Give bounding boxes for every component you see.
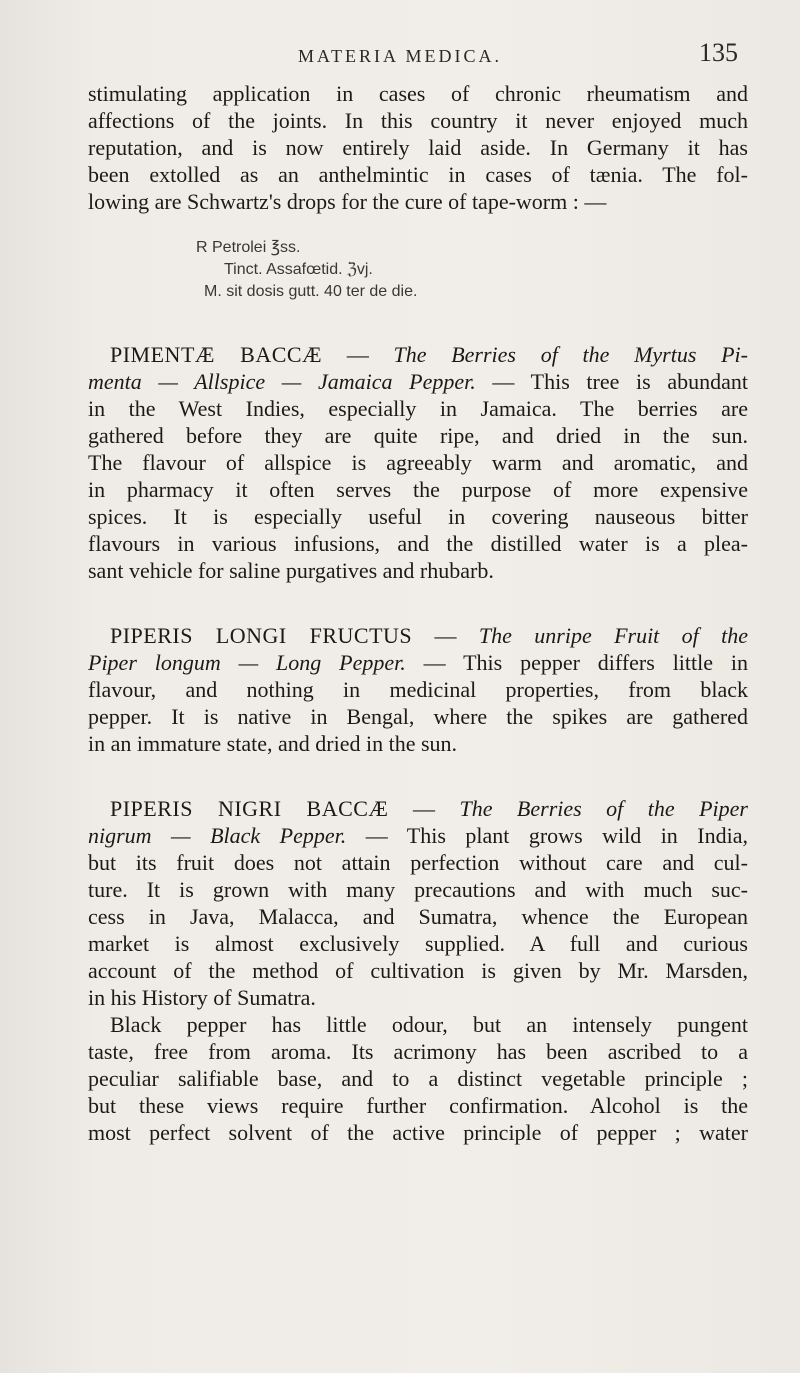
- text-line: in his History of Sumatra.: [88, 985, 316, 1010]
- entry-subtitle-continued: Piper longum — Long Pepper.: [88, 650, 406, 675]
- black-pepper-paragraph: [88, 1011, 748, 1146]
- entry-subtitle: The unripe Fruit of the: [478, 623, 749, 648]
- text-line: in the West Indies, especially in Jamaica. The berries are: [88, 396, 748, 421]
- recipe-line: Tinct. Assafœtid. ℨvj.: [224, 261, 373, 278]
- page-body: [88, 80, 748, 1146]
- entry-subtitle: The Berries of the Piper: [459, 796, 748, 821]
- recipe-line: M. sit dosis gutt. 40 ter de die.: [204, 283, 418, 300]
- text-line: but these views require further confirmation. Alcohol is the: [88, 1093, 748, 1118]
- text-line: The flavour of allspice is agreeably warm and aromatic, and: [88, 450, 748, 475]
- text-line: cess in Java, Malacca, and Sumatra, whence the European: [88, 904, 748, 929]
- text-line: gathered before they are quite ripe, and dried in the sun.: [88, 423, 748, 448]
- text-line: [88, 368, 748, 395]
- text-line: Black pepper has little odour, but an intensely pungent: [110, 1012, 748, 1037]
- running-header: [0, 24, 800, 74]
- page-number: 135: [699, 38, 738, 67]
- text-line: in pharmacy it often serves the purpose of more expensive: [88, 477, 748, 502]
- text-fragment: — This tree is abundant: [475, 369, 748, 394]
- text-line: most perfect solvent of the active principle of pepper ; water: [88, 1120, 748, 1145]
- text-line: stimulating application in cases of chronic rheumatism and: [88, 81, 748, 106]
- entry-subtitle-continued: menta — Allspice — Jamaica Pepper.: [88, 369, 476, 394]
- text-line: market is almost exclusively supplied. A full and curious: [88, 931, 748, 956]
- entry-piperis-longi-fructus: [88, 622, 748, 757]
- prescription-recipe: [196, 237, 748, 303]
- text-line: taste, free from aroma. Its acrimony has been ascribed to a: [88, 1039, 748, 1064]
- entry-pimentae-baccae: [88, 341, 748, 584]
- text-line: spices. It is especially useful in covering nauseous bitter: [88, 504, 748, 529]
- entry-subtitle: The Berries of the Myrtus Pi-: [393, 342, 748, 367]
- text-line: flavours in various infusions, and the distilled water is a plea-: [88, 531, 748, 556]
- text-line: lowing are Schwartz's drops for the cure of tape-worm : —: [88, 189, 607, 214]
- recipe-line: R Petrolei ℥ss.: [196, 239, 301, 256]
- text-line: [88, 822, 748, 849]
- text-line: peculiar salifiable base, and to a distinct vegetable principle ;: [88, 1066, 748, 1091]
- text-line: affections of the joints. In this country it never enjoyed much: [88, 108, 748, 133]
- entry-heading-line: [88, 341, 748, 368]
- entry-heading: PIMENTÆ BACCÆ: [110, 342, 323, 367]
- running-title: MATERIA MEDICA.: [297, 46, 502, 66]
- text-line: account of the method of cultivation is given by Mr. Marsden,: [88, 958, 748, 983]
- dash: —: [412, 623, 479, 648]
- entry-heading-line: [88, 622, 748, 649]
- text-line: flavour, and nothing in medicinal properties, from black: [88, 677, 748, 702]
- dash: —: [322, 342, 394, 367]
- text-line: in an immature state, and dried in the sun.: [88, 731, 458, 756]
- intro-paragraph: [88, 80, 748, 215]
- text-fragment: — This plant grows wild in India,: [346, 823, 748, 848]
- entry-heading: PIPERIS LONGI FRUCTUS: [110, 623, 413, 648]
- entry-subtitle-continued: nigrum — Black Pepper.: [88, 823, 347, 848]
- text-line: reputation, and is now entirely laid aside. In Germany it has: [88, 135, 748, 160]
- entry-heading: PIPERIS NIGRI BACCÆ: [110, 796, 389, 821]
- text-line: sant vehicle for saline purgatives and rhubarb.: [88, 558, 494, 583]
- text-line: been extolled as an anthelmintic in cases of tænia. The fol-: [88, 162, 748, 187]
- text-fragment: — This pepper differs little in: [405, 650, 749, 675]
- text-line: [88, 649, 748, 676]
- text-line: ture. It is grown with many precautions and with much suc-: [88, 877, 748, 902]
- entry-piperis-nigri-baccae: [88, 795, 748, 1011]
- text-line: but its fruit does not attain perfection without care and cul-: [88, 850, 748, 875]
- entry-heading-line: [88, 795, 748, 822]
- text-line: pepper. It is native in Bengal, where the spikes are gathered: [88, 704, 748, 729]
- dash: —: [388, 796, 460, 821]
